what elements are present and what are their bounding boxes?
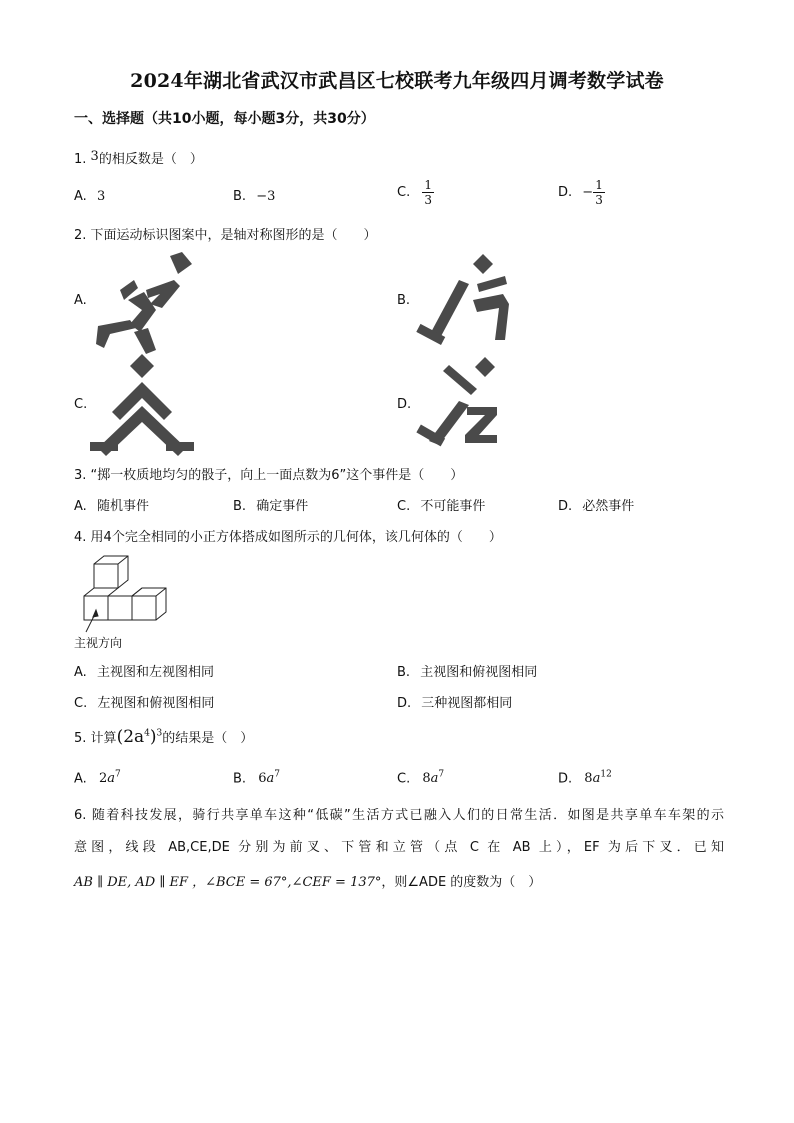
option-letter: D.	[558, 185, 573, 200]
option-letter: B.	[233, 499, 247, 514]
option-c[interactable]	[397, 178, 434, 207]
option-d[interactable]	[558, 495, 634, 514]
question-stem: 的结果是（ ）	[162, 731, 254, 746]
option-value: −3	[256, 189, 276, 204]
question-stem: 下面运动标识图案中，是轴对称图形的是（ ）	[90, 228, 377, 243]
figure-b-pictogram	[415, 250, 515, 350]
option-letter: A.	[74, 293, 87, 308]
option-b[interactable]	[397, 661, 537, 680]
option-letter: D.	[397, 397, 412, 412]
fraction	[593, 178, 605, 207]
variable: a	[107, 771, 115, 787]
question-line-1: 随着科技发展，骑行共享单车这种“低碳”生活方式已融入人们的日常生活．如图是共享单车车架的示	[91, 808, 724, 823]
option-d[interactable]	[558, 178, 605, 207]
question-1	[74, 148, 203, 167]
option-value: 左视图和俯视图相同	[97, 696, 215, 711]
option-b[interactable]	[233, 770, 280, 786]
option-value: 不可能事件	[420, 499, 486, 514]
math-close-paren: )	[149, 727, 157, 747]
coefficient: 8	[584, 771, 593, 787]
cube-figure	[76, 552, 166, 632]
option-value: 3	[96, 189, 106, 204]
option-letter: A.	[74, 499, 87, 514]
option-letter: C.	[74, 397, 88, 412]
coefficient: 6	[258, 771, 267, 787]
exponent: 7	[114, 770, 121, 780]
exponent: 7	[274, 770, 280, 780]
section-heading: 一、选择题（共10小题，每小题3分，共30分）	[74, 111, 375, 127]
option-d[interactable]	[397, 397, 411, 412]
question-number: 3.	[74, 468, 87, 483]
question-number: 2.	[74, 228, 87, 243]
option-letter: B.	[397, 293, 411, 308]
fraction-denominator: 3	[595, 193, 603, 207]
option-letter: A.	[74, 665, 87, 680]
option-letter: C.	[397, 499, 411, 514]
fraction-numerator: 1	[595, 178, 603, 192]
option-a[interactable]	[74, 495, 149, 514]
variable: a	[266, 771, 275, 787]
option-c[interactable]	[397, 770, 444, 786]
option-letter: A.	[74, 771, 87, 787]
option-letter: A.	[74, 189, 87, 204]
question-number: 4.	[74, 530, 87, 545]
question-number: 5.	[74, 731, 87, 746]
given-conditions: AB ∥ DE, AD ∥ EF ，∠BCE = 67°,∠CEF = 137°	[74, 875, 382, 890]
math-base: (2a	[116, 727, 145, 747]
option-value: 主视图和左视图相同	[96, 665, 214, 680]
option-letter: B.	[397, 665, 411, 680]
option-b[interactable]	[397, 293, 410, 308]
coefficient: 2	[98, 771, 108, 787]
option-a[interactable]	[74, 770, 121, 786]
question-ask: ，则∠ADE 的度数为（ ）	[381, 875, 542, 890]
math-inner-exponent: 4	[144, 728, 150, 739]
option-letter: C.	[397, 771, 411, 787]
option-letter: B.	[233, 189, 247, 204]
variable: a	[592, 771, 601, 787]
question-4	[74, 526, 502, 545]
question-prefix: 计算	[90, 731, 117, 746]
option-d[interactable]	[397, 692, 512, 711]
figure-c-pictogram	[90, 350, 200, 460]
fraction-numerator: 1	[424, 178, 432, 192]
option-letter: C.	[397, 185, 411, 200]
sprinter-pictogram	[90, 250, 200, 360]
variable: a	[430, 771, 439, 787]
option-value: 确定事件	[256, 499, 309, 514]
figure-d-pictogram	[415, 355, 515, 455]
option-a[interactable]	[74, 293, 87, 308]
option-c[interactable]	[397, 495, 485, 514]
option-value: 随机事件	[96, 499, 149, 514]
math-outer-exponent: 3	[156, 728, 163, 739]
option-d[interactable]	[558, 770, 612, 786]
option-b[interactable]	[233, 495, 308, 514]
negative-sign: −	[582, 185, 594, 200]
question-number: 6.	[74, 808, 87, 823]
question-6-line-2: 意图，线段 AB,CE,DE 分别为前叉、下管和立管（点 C 在 AB 上），EF 为后下叉．已知	[74, 840, 724, 855]
question-6-line-3	[74, 873, 724, 892]
question-5	[74, 727, 253, 747]
question-stem: 的相反数是（ ）	[98, 152, 203, 167]
math-expression	[117, 727, 163, 747]
option-c[interactable]	[74, 692, 214, 711]
question-stem: “掷一枚质地均匀的骰子，向上一面点数为6”这个事件是（ ）	[90, 468, 464, 483]
fraction-denominator: 3	[424, 193, 432, 207]
exponent: 7	[438, 770, 445, 780]
option-value: 三种视图都相同	[421, 696, 513, 711]
option-letter: D.	[397, 696, 412, 711]
option-letter: B.	[233, 771, 247, 787]
option-c[interactable]	[74, 397, 87, 412]
option-b[interactable]	[233, 189, 275, 204]
option-a[interactable]	[74, 661, 214, 680]
question-3	[74, 464, 463, 483]
option-a[interactable]	[74, 189, 105, 204]
page-title: 2024年湖北省武汉市武昌区七校联考九年级四月调考数学试卷	[130, 70, 664, 92]
option-letter: C.	[74, 696, 88, 711]
option-value: 必然事件	[582, 499, 635, 514]
fraction	[422, 178, 434, 207]
question-2	[74, 224, 377, 243]
figure-caption: 主视方向	[74, 636, 123, 650]
option-value: 主视图和俯视图相同	[420, 665, 538, 680]
question-number: 1.	[74, 152, 87, 167]
question-stem: 用4个完全相同的小正方体搭成如图所示的几何体，该几何体的（ ）	[90, 530, 502, 545]
option-letter: D.	[558, 771, 573, 787]
coefficient: 8	[422, 771, 431, 787]
question-6	[74, 806, 724, 825]
question-math: 3	[90, 149, 99, 164]
exponent: 12	[600, 770, 612, 780]
option-letter: D.	[558, 499, 573, 514]
